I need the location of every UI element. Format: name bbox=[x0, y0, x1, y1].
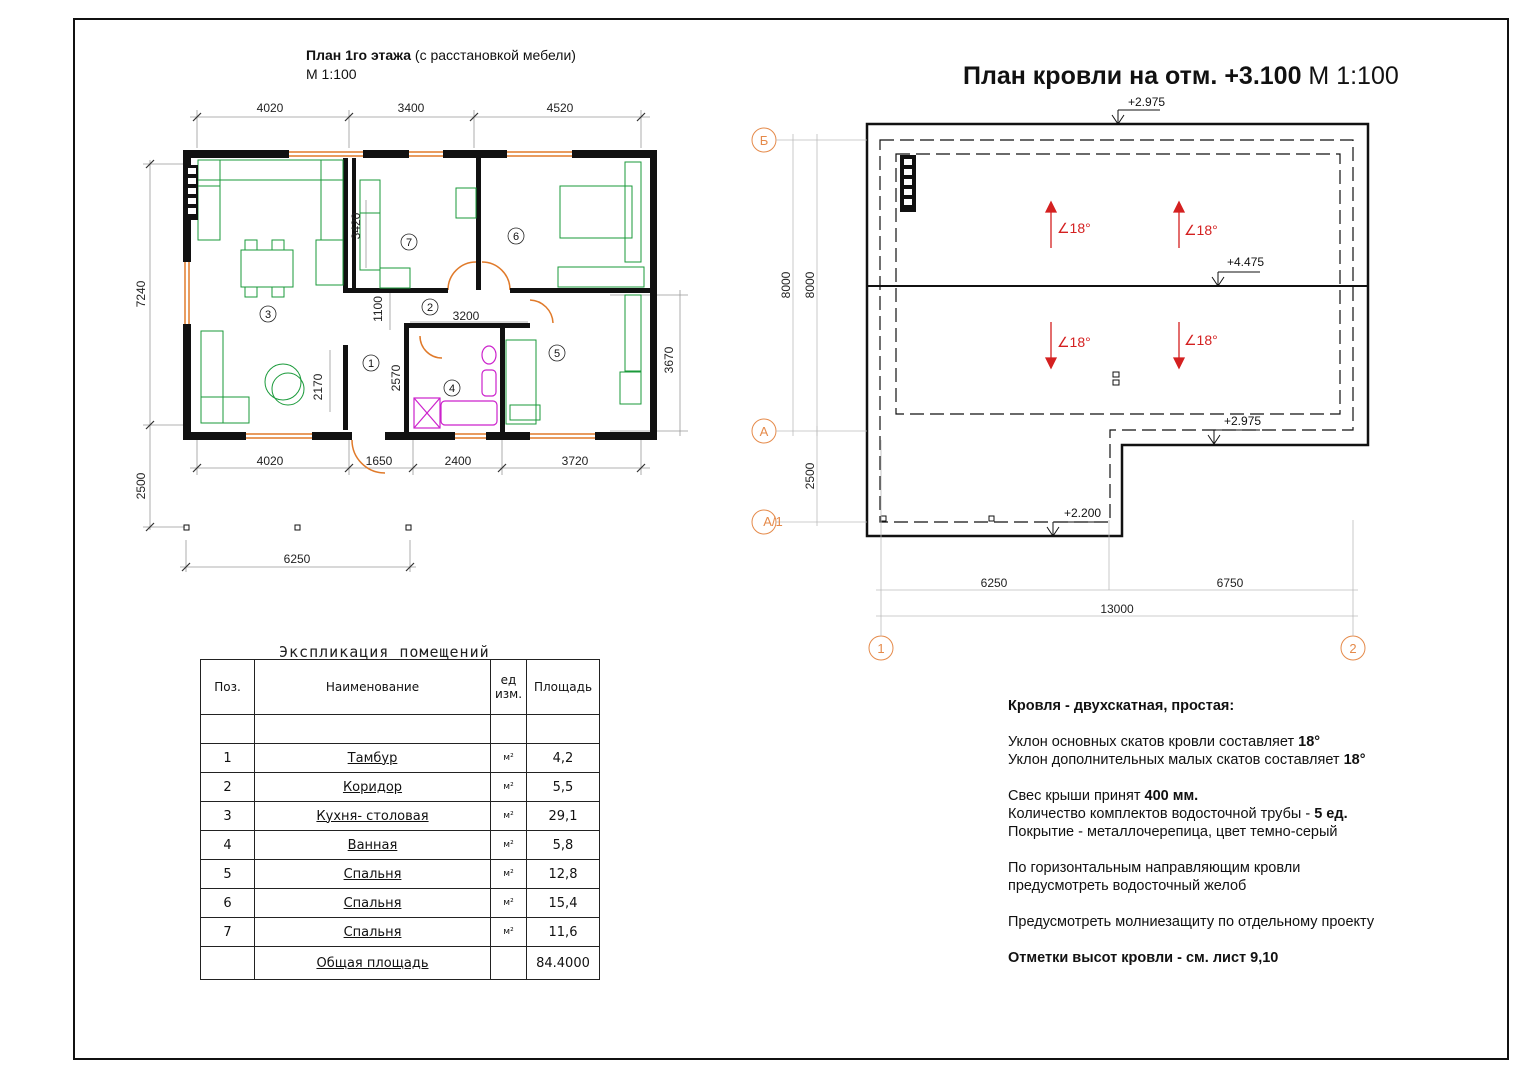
roof-dim-bottom-1: 6250 bbox=[980, 576, 1008, 590]
table-row: 5 Спальня м² 12,8 bbox=[201, 860, 600, 889]
slope-label-2: ∠18° bbox=[1184, 222, 1218, 238]
floor-plan-scale: М 1:100 bbox=[306, 66, 357, 82]
roof-dim-left-3: 2500 bbox=[803, 462, 817, 490]
floor-plan-title: План 1го этажа (с расстановкой мебели) bbox=[306, 47, 576, 63]
floor-plan-drawing bbox=[0, 0, 720, 600]
room-number-1: 1 bbox=[367, 358, 375, 370]
dim-bottom-3: 2400 bbox=[444, 454, 472, 468]
header-area: Площадь bbox=[527, 660, 600, 715]
table-row: 4 Ванная м² 5,8 bbox=[201, 831, 600, 860]
room-number-7: 7 bbox=[405, 237, 413, 249]
dim-right: 3670 bbox=[662, 346, 676, 374]
note-elevations-ref: Отметки высот кровли - см. лист 9,10 bbox=[1008, 950, 1279, 966]
table-row: 2 Коридор м² 5,5 bbox=[201, 773, 600, 802]
dim-inner-1100: 1100 bbox=[371, 296, 385, 322]
header-pos: Поз. bbox=[201, 660, 255, 715]
note-main-slope: Уклон основных скатов кровли составляет 18° bbox=[1008, 734, 1321, 750]
roof-notes bbox=[1008, 697, 1374, 967]
room-number-6: 6 bbox=[512, 231, 520, 243]
dim-top-2: 3400 bbox=[397, 101, 425, 115]
room-number-3: 3 bbox=[264, 309, 272, 321]
roof-plan-title: План кровли на отм. +3.100 М 1:100 bbox=[963, 62, 1399, 90]
table-row: 3 Кухня- столовая м² 29,1 bbox=[201, 802, 600, 831]
slope-label-1: ∠18° bbox=[1057, 220, 1091, 236]
elevation-ridge: +4.475 bbox=[1227, 255, 1265, 269]
dim-left-porch: 2500 bbox=[134, 472, 148, 500]
axis-2: 2 bbox=[1349, 641, 1357, 656]
dim-inner-3420: 3420 bbox=[349, 212, 363, 240]
dim-inner-2570: 2570 bbox=[389, 364, 403, 392]
slope-label-3: ∠18° bbox=[1057, 334, 1091, 350]
roof-dim-left-1: 8000 bbox=[779, 271, 793, 299]
elevation-top: +2.975 bbox=[1128, 95, 1166, 109]
dim-top-3: 4520 bbox=[546, 101, 574, 115]
note-extra-slope: Уклон дополнительных малых скатов составляет 18° bbox=[1008, 752, 1366, 768]
dim-bottom-2: 1650 bbox=[365, 454, 393, 468]
axis-b: Б bbox=[759, 133, 769, 148]
dim-bottom-4: 3720 bbox=[561, 454, 589, 468]
roof-plan-drawing bbox=[720, 0, 1420, 680]
table-row: 1 Тамбур м² 4,2 bbox=[201, 744, 600, 773]
header-name: Наименование bbox=[255, 660, 491, 715]
dim-inner-3200: 3200 bbox=[452, 309, 480, 323]
header-unit: ед изм. bbox=[491, 660, 527, 715]
note-roof-type: Кровля - двухскатная, простая: bbox=[1008, 698, 1235, 714]
room-number-2: 2 bbox=[426, 302, 434, 314]
roof-dim-total: 13000 bbox=[1100, 602, 1134, 616]
table-row: 6 Спальня м² 15,4 bbox=[201, 889, 600, 918]
note-lightning: Предусмотреть молниезащиту по отдельному проекту bbox=[1008, 914, 1375, 930]
note-downpipes: Количество комплектов водосточной трубы - 5 ед. bbox=[1008, 806, 1348, 822]
note-overhang: Свес крыши принят 400 мм. bbox=[1008, 788, 1199, 804]
roof-dim-left-2: 8000 bbox=[803, 271, 817, 299]
table-total-row: Общая площадь 84.4000 bbox=[201, 947, 600, 980]
axis-a: А bbox=[759, 424, 769, 439]
explication-title: Экспликация помещений bbox=[279, 643, 490, 661]
room-number-5: 5 bbox=[553, 348, 561, 360]
elevation-porch: +2.200 bbox=[1064, 506, 1102, 520]
dim-top-1: 4020 bbox=[256, 101, 284, 115]
note-gutter-1: По горизонтальным направляющим кровли bbox=[1008, 860, 1301, 876]
axis-1: 1 bbox=[877, 641, 885, 656]
note-covering: Покрытие - металлочерепица, цвет темно-серый bbox=[1008, 824, 1338, 840]
dim-bottom-1: 4020 bbox=[256, 454, 284, 468]
dim-inner-2170: 2170 bbox=[311, 373, 325, 401]
explication-table bbox=[200, 659, 600, 980]
table-row: 7 Спальня м² 11,6 bbox=[201, 918, 600, 947]
slope-label-4: ∠18° bbox=[1184, 332, 1218, 348]
elevation-eave: +2.975 bbox=[1224, 414, 1262, 428]
note-gutter-2: предусмотреть водосточный желоб bbox=[1008, 878, 1247, 894]
room-number-4: 4 bbox=[448, 383, 456, 395]
roof-dim-bottom-2: 6750 bbox=[1216, 576, 1244, 590]
axis-a1: А/1 bbox=[763, 514, 783, 529]
dim-porch: 6250 bbox=[283, 552, 311, 566]
dim-left-main: 7240 bbox=[134, 280, 148, 308]
